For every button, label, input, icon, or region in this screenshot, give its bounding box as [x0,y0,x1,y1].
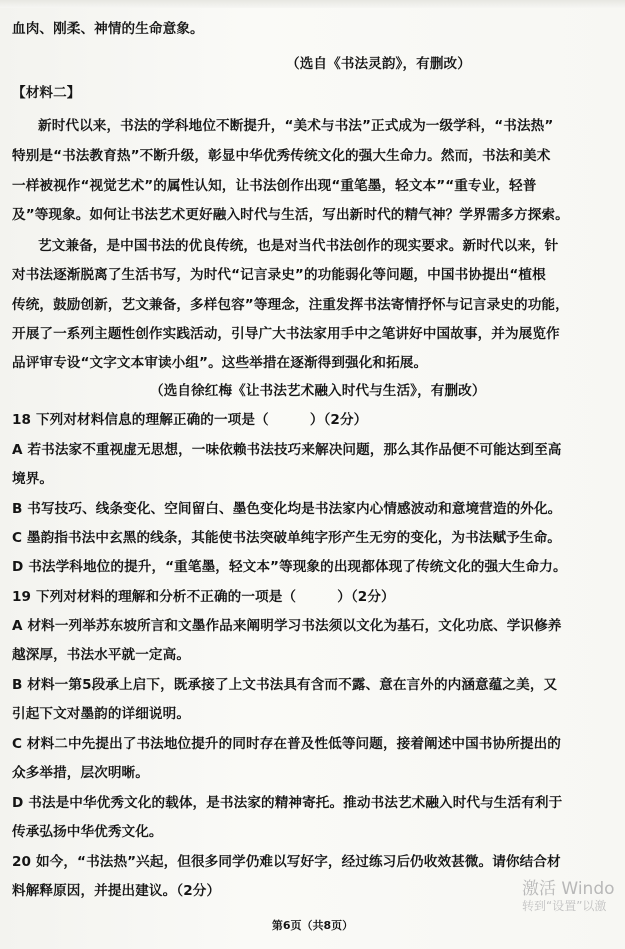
paragraph-line: 艺文兼备，是中国书法的优良传统，也是对当代书法创作的现实要求。新时代以来，针 [38,238,559,254]
question-20-stem: 20 如今，“书法热”兴起，但很多同学仍难以写好字，经过练习后仍收效甚微。请你结合材 [12,854,561,870]
question-18-stem: 18 下列对材料信息的理解正确的一项是（ ）（2分） [12,412,368,428]
question-18-option-a: A 若书法家不重视虚无思想，一味依赖书法技巧来解决问题，那么其作品便不可能达到至高 [12,442,562,458]
question-19-stem: 19 下列对材料的理解和分析不正确的一项是（ ）（2分） [12,589,395,605]
paragraph-line: 开展了一系列主题性创作实践活动，引导广大书法家用手中之笔讲好中国故事，并为展览作 [12,326,560,342]
question-18-option-d: D 书法学科地位的提升，“重笔墨，轻文本”等现象的出现都体现了传统文化的强大生命力。 [12,559,567,575]
question-19-option-c: C 材料二中先提出了书法地位提升的同时存在普及性低等问题，接着阐述中国书协所提出的 [12,736,561,752]
paragraph-line: 新时代以来，书法的学科地位不断提升，“美术与书法”正式成为一级学科，“书法热” [38,118,554,134]
source-citation-2: （选自徐红梅《让书法艺术融入时代与生活》，有删改） [150,383,486,399]
windows-activation-watermark-subtitle: 转到“设置”以激 [522,899,607,913]
paragraph-line: 对书法逐渐脱离了生活书写，为时代“记言录史”的功能弱化等问题，中国书协提出“植根 [12,267,546,283]
question-19-option-b: B 材料一第5段承上启下，既承接了上文书法具有含而不露、意在言外的内涵意蕴之美，又 [12,677,558,693]
question-18-option-a-cont: 境界。 [12,471,54,487]
paragraph-line: 品评审专设“文字文本审读小组”。这些举措在逐渐得到强化和拓展。 [12,355,428,371]
source-citation-1: （选自《书法灵韵》，有删改） [286,56,471,72]
question-19-option-c-cont: 众多举措，层次明晰。 [12,765,149,781]
page-top-edge [0,0,625,8]
question-19-option-d-cont: 传承弘扬中华优秀文化。 [12,824,163,840]
paragraph-line: 及”等现象。如何让书法艺术更好融入时代与生活，写出新时代的精气神？学界需多方探索。 [12,207,569,223]
question-18-option-c: C 墨韵指书法中玄黑的线条，其能使书法突破单纯字形产生无穷的变化，为书法赋予生命。 [12,530,561,546]
windows-activation-watermark-title: 激活 Windo [522,879,615,899]
paragraph-line: 一样被视作“视觉艺术”的属性认知，让书法创作出现“重笔墨，轻文本”“重专业，轻普 [12,178,537,194]
question-19-option-b-cont: 引起下文对墨韵的详细说明。 [12,706,191,722]
question-19-option-d: D 书法是中华优秀文化的载体，是书法家的精神寄托。推动书法艺术融入时代与生活有利于 [12,795,563,811]
paragraph-line: 传统，鼓励创新，艺文兼备，多样包容”等理念，注重发挥书法寄情抒怀与记言录史的功能， [12,297,569,313]
question-19-option-a-cont: 越深厚，书法水平就一定高。 [12,647,191,663]
paragraph-line: 特别是“书法教育热”不断升级，彰显中华优秀传统文化的强大生命力。然而，书法和美术 [12,148,551,164]
section-heading-material-2: 【材料二】 [12,85,81,101]
question-18-option-b: B 书写技巧、线条变化、空间留白、墨色变化均是书法家内心情感波动和意境营造的外化。 [12,501,562,517]
page-number: 第6页（共8页） [271,919,354,932]
text-line-1: 血肉、刚柔、神情的生命意象。 [12,21,204,37]
question-19-option-a: A 材料一列举苏东坡所言和文墨作品来阐明学习书法须以文化为基石，文化功底、学识修养 [12,618,562,634]
question-20-stem-cont: 料解释原因，并提出建议。（2分） [12,883,221,899]
